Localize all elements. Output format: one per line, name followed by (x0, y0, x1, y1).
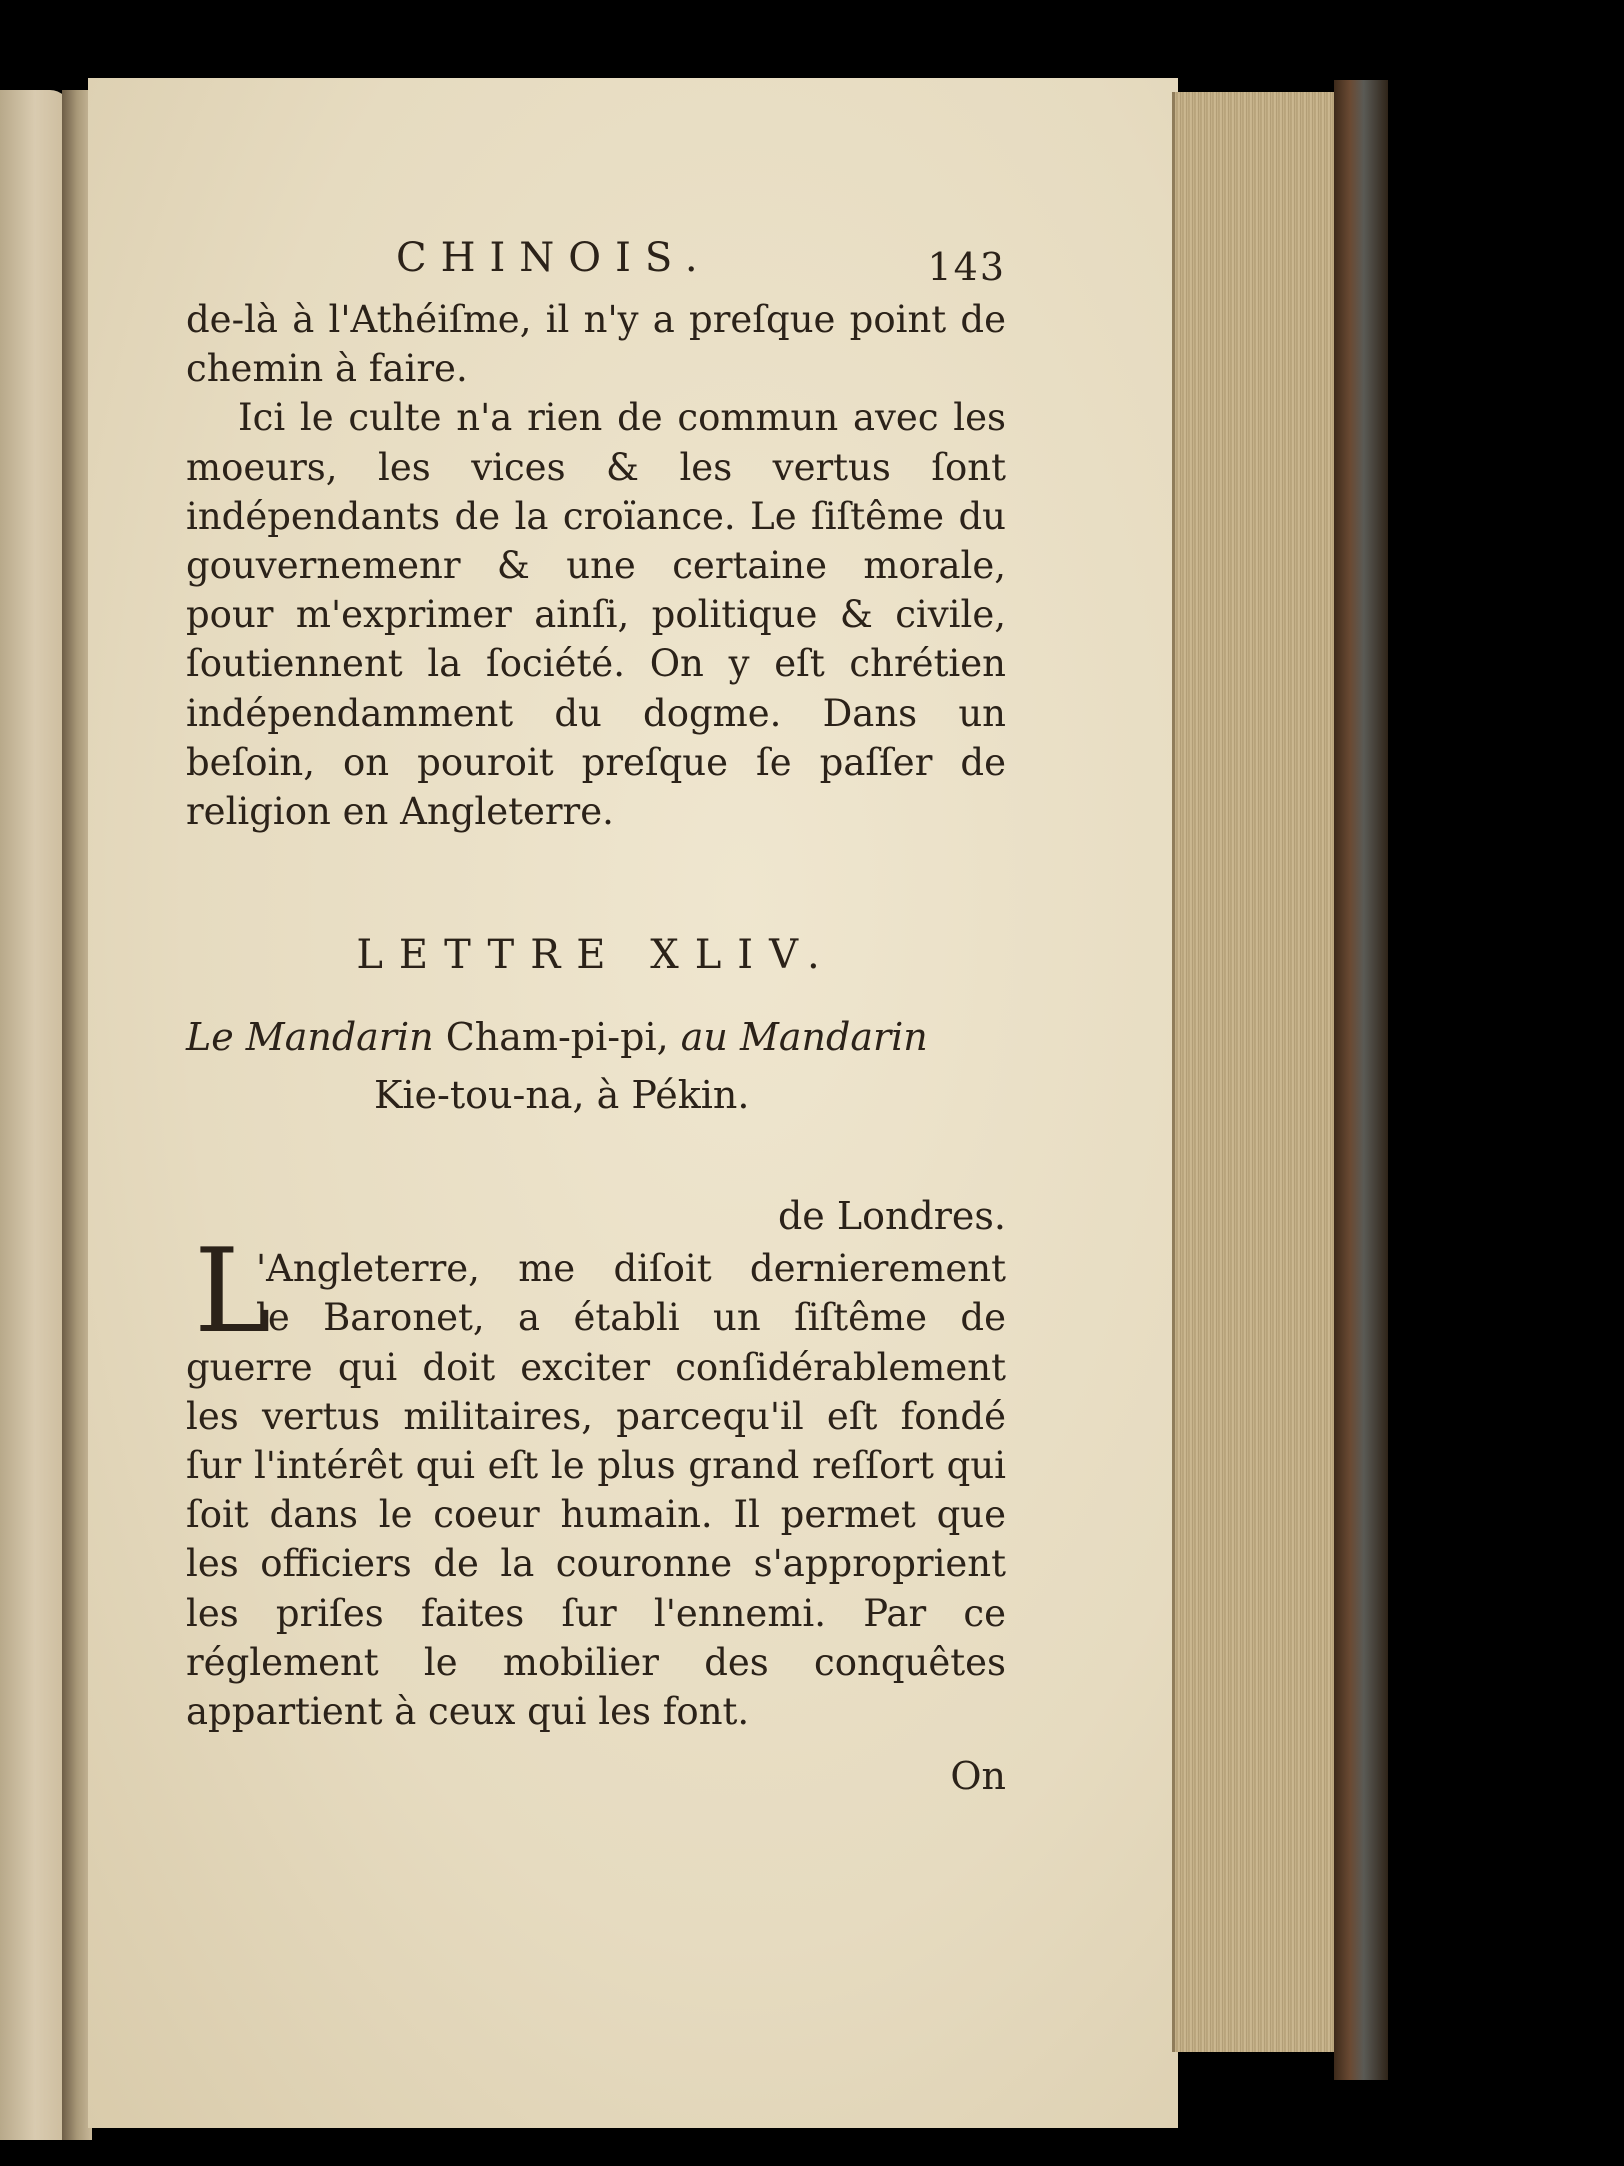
page-block-edge (1172, 92, 1337, 2052)
body-text: guerre qui doit exciter conſidérablement les vertus militaires, parcequ'il eſt fondé ſur l'intérêt qui eſt le plus grand reſſort qui ſoit dans le coeur humain. Il permet que les officiers de la couronne s'approprient les priſes faites ſur l'ennemi. Par ce réglement le mobilier des conquêtes appartient à ceux qui les font. (186, 1345, 1006, 1734)
letter-heading: LETTRE XLIV. (356, 932, 836, 979)
running-title: CHINOIS. (396, 235, 712, 281)
address-recipient: Kie-tou-na, à Pékin. (374, 1073, 750, 1118)
catchword: On (950, 1754, 1006, 1799)
body-line: 'Angleterre, me diſoit dernierement (256, 1247, 1006, 1291)
letter-body (186, 1224, 1006, 1736)
running-header (186, 235, 1006, 295)
body-line: le Baronet, a établi un ſiſtême de (256, 1296, 1006, 1340)
paragraph: Ici le culte n'a rien de commun avec les moeurs, les vices & les vertus ſont indépendants de la croïance. Le ſiſtême du gouvernemenr & une certaine morale, pour m'exprimer ainſi, politique & civile, ſoutiennent la ſociété. On y eſt chrétien indépendamment du dogme. Dans un beſoin, on pouroit preſque ſe paſſer de religion en Angleterre. (186, 396, 1006, 834)
address-prefix: Le Mandarin (186, 1015, 434, 1060)
drop-cap: L (194, 1224, 272, 1360)
book-cover (1334, 80, 1388, 2080)
page-number: 143 (927, 245, 1006, 289)
page-content (186, 235, 1006, 1798)
address-connector: au Mandarin (680, 1015, 928, 1060)
paragraph-continuation: de-là à l'Athéiſme, il n'y a preſque point de chemin à faire. (186, 298, 1006, 391)
letter-address (186, 1008, 1006, 1124)
dateline-place: de Londres. (777, 1194, 1006, 1239)
facing-page-edge (0, 90, 70, 2140)
address-sender: Cham-pi-pi, (445, 1015, 669, 1060)
